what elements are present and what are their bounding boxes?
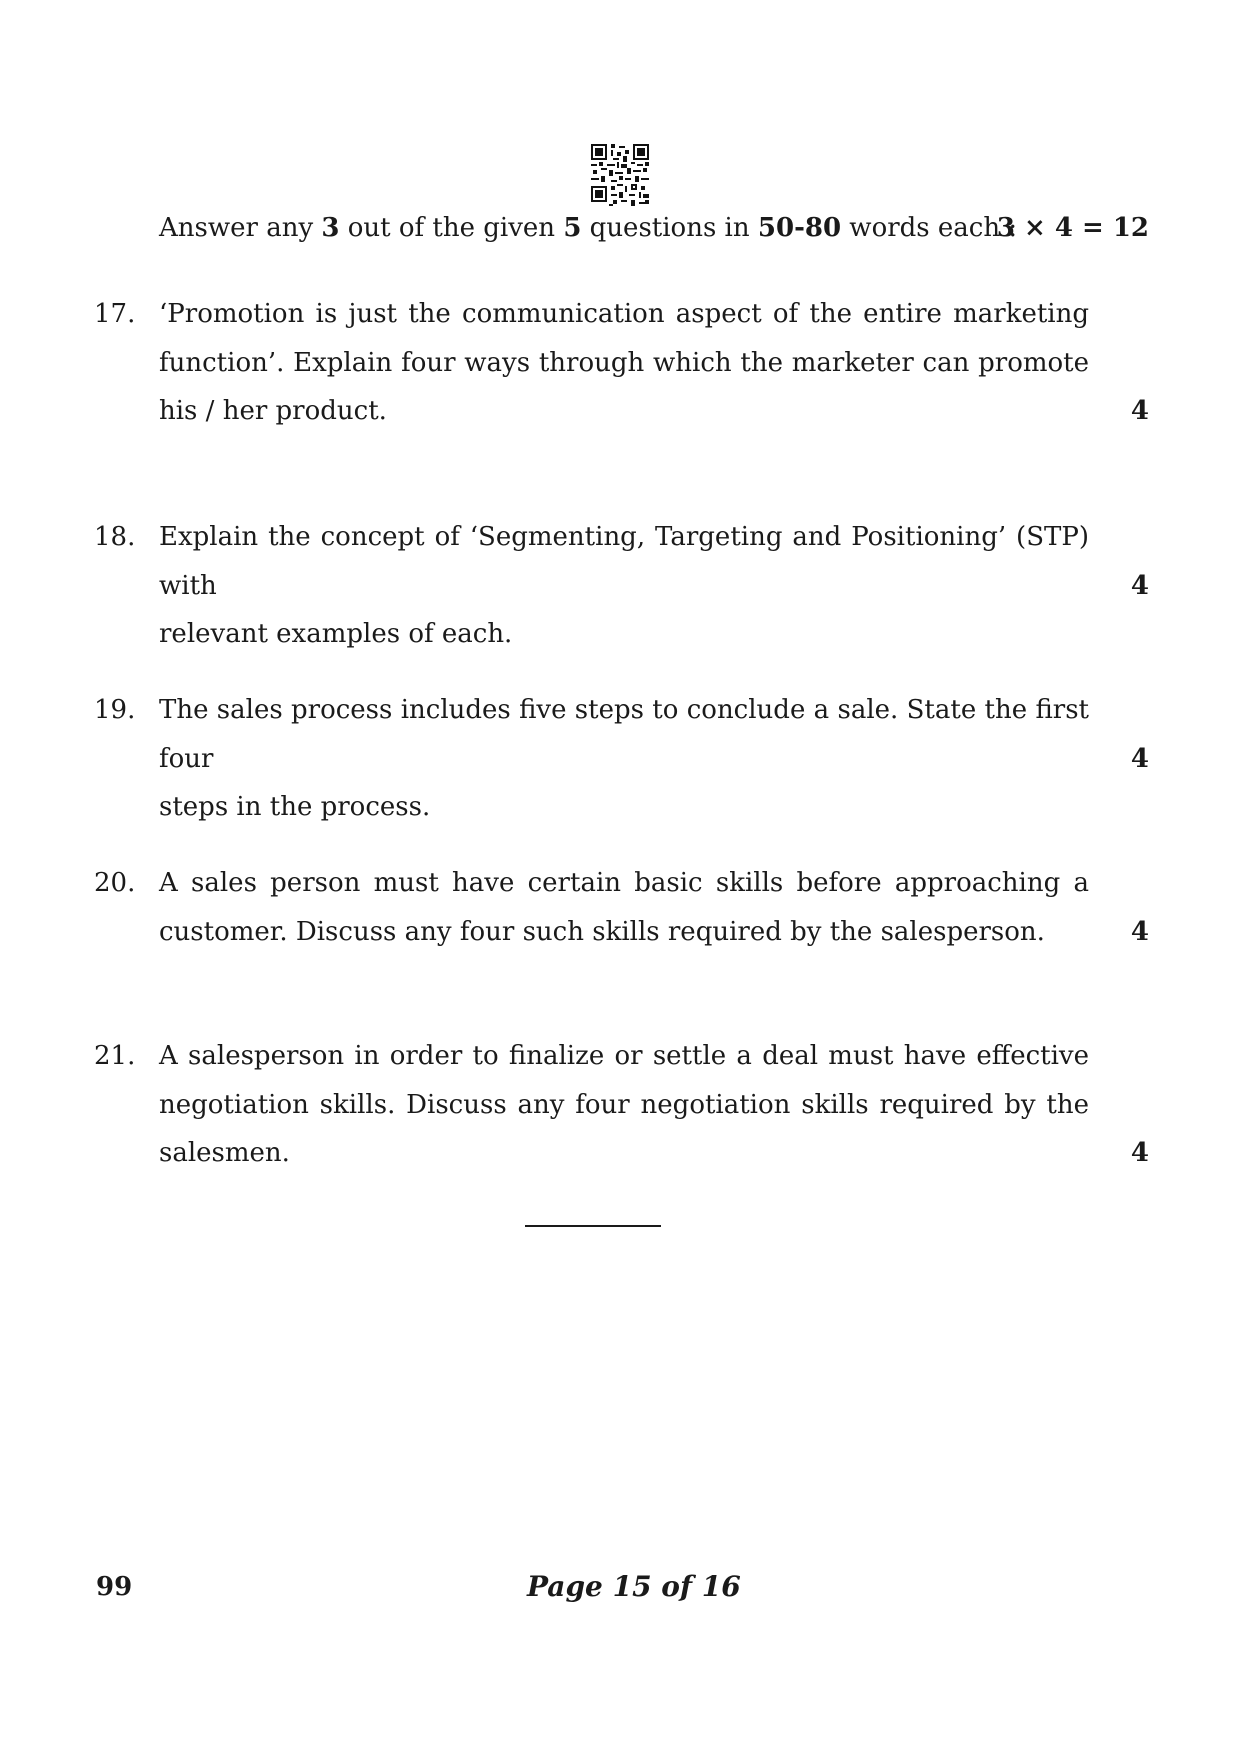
instruction-words: 50-80 [757, 213, 842, 243]
instruction-total: 5 [563, 213, 582, 243]
question-number: 18. [94, 522, 136, 552]
page-number: Page 15 of 16 [527, 1570, 741, 1603]
section-marks: 3 × 4 = 12 [996, 213, 1149, 243]
paper-code: 99 [96, 1572, 133, 1602]
instruction-count: 3 [321, 213, 340, 243]
question-marks: 4 [1130, 1138, 1149, 1168]
end-rule [525, 1225, 661, 1227]
question-text: A sales person must have certain basic skills before approaching a customer. Discuss any four such skills required by the salesperson. [159, 868, 1089, 947]
question-marks: 4 [1130, 743, 1149, 774]
question-marks: 4 [1130, 396, 1149, 426]
section-instruction: Answer any 3 out of the given 5 questions in 50-80 words each : [159, 213, 1018, 243]
question-text: Explain the concept of ‘Segmenting, Targeting and Positioning’ (STP) with relevant examples of each. [159, 522, 1089, 649]
qr-code [590, 144, 650, 206]
question-marks: 4 [1130, 916, 1149, 947]
question-text: ‘Promotion is just the communication aspect of the entire marketing function’. Explain four ways through which the marketer can promote his / her product. [159, 299, 1089, 426]
question-number: 19. [94, 695, 136, 725]
question-number: 20. [94, 868, 136, 898]
question-number: 17. [94, 299, 136, 329]
question-marks: 4 [1130, 570, 1149, 601]
question-text: The sales process includes five steps to conclude a sale. State the first four steps in the process. [159, 695, 1089, 822]
question-number: 21. [94, 1041, 136, 1071]
question-text: A salesperson in order to finalize or settle a deal must have effective negotiation skills. Discuss any four negotiation skills required by the salesmen. [159, 1041, 1089, 1168]
